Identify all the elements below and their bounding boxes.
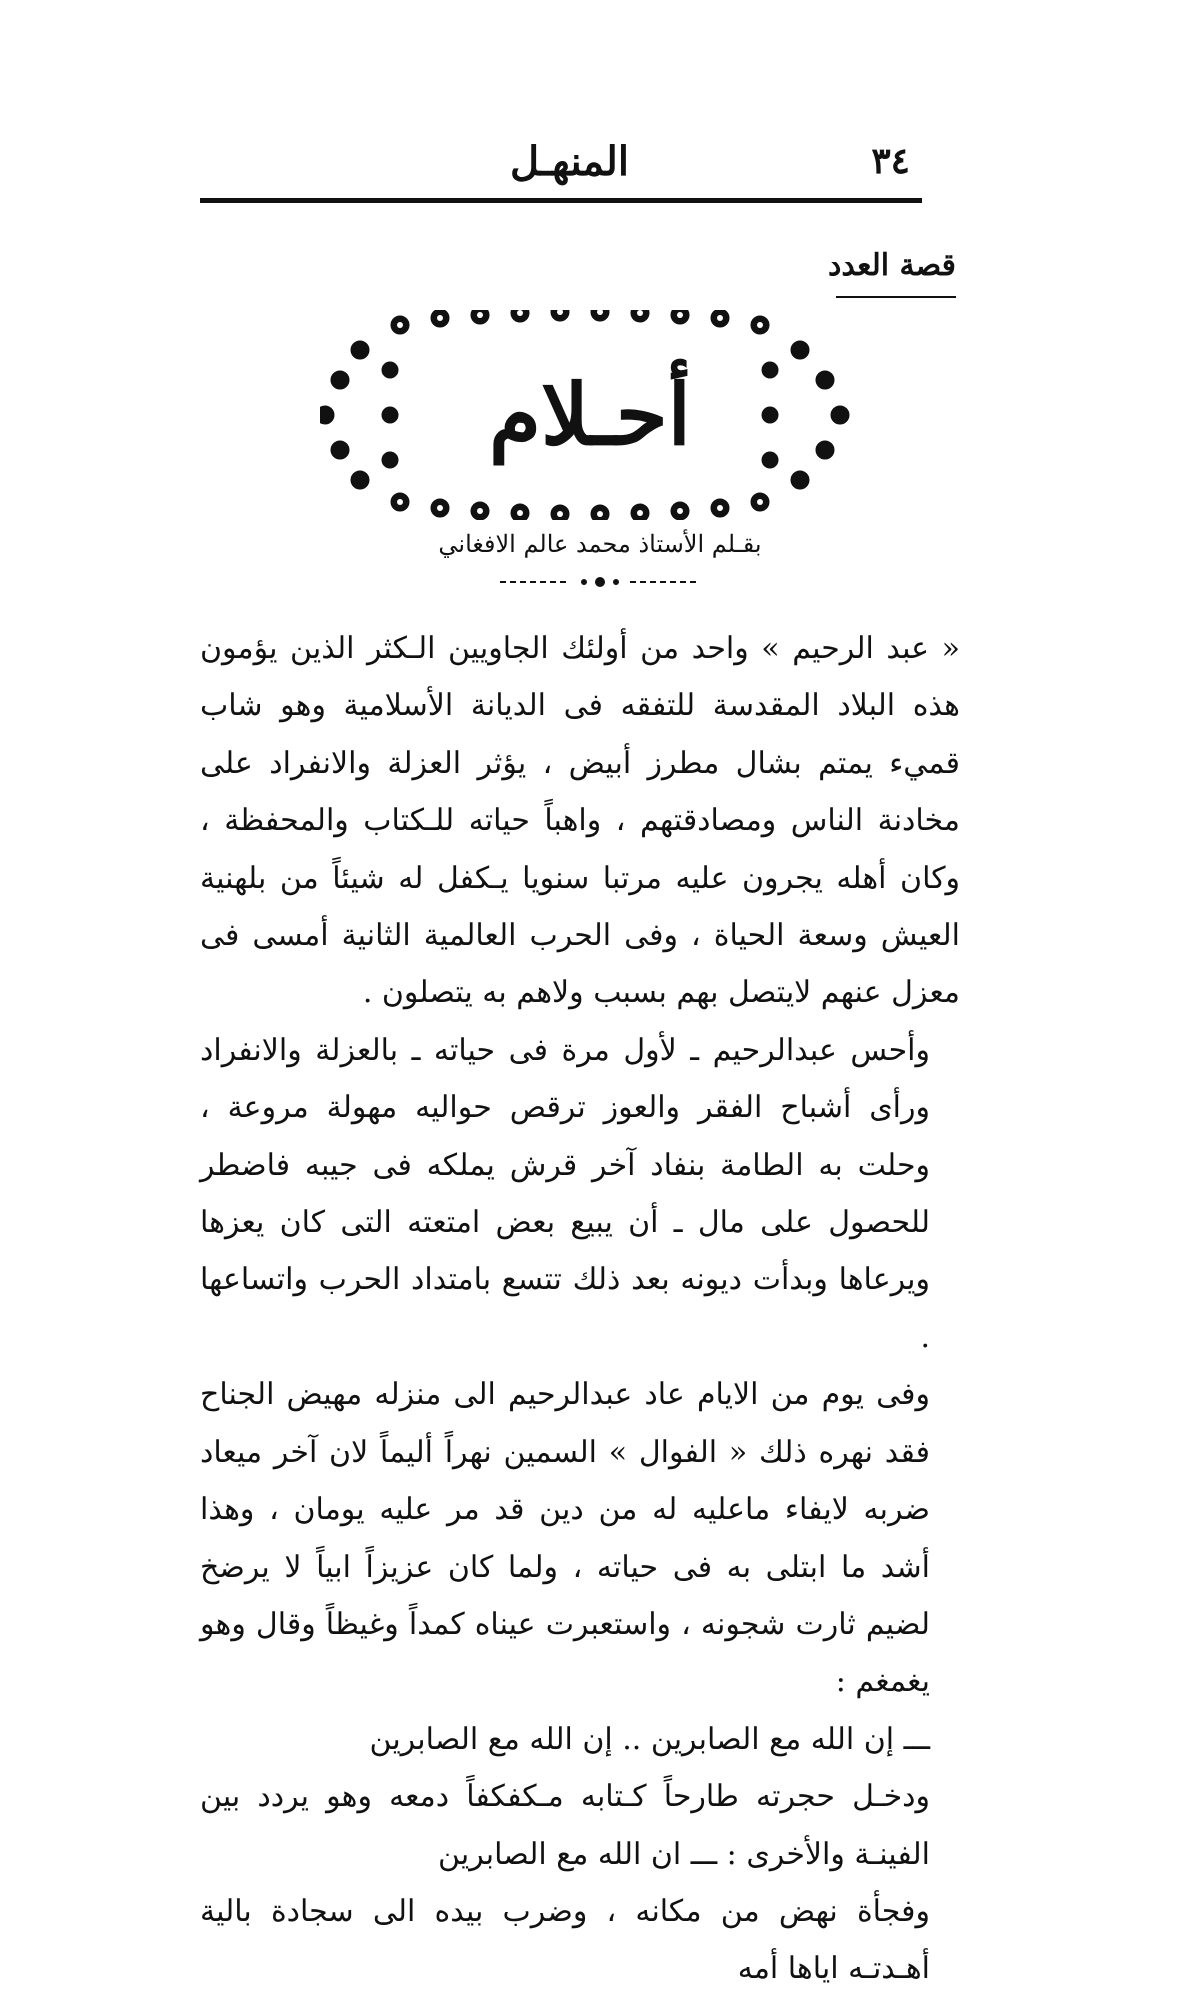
byline: بقـلم الأستاذ محمد عالم الافغاني	[438, 530, 762, 558]
page-number: ٣٤	[871, 140, 910, 182]
paragraph: وأحس عبدالرحيم ـ لأول مرة فى حياته ـ بالعزلة والانفراد ورأى أشباح الفقر والعوز ترقص حواليه مهولة مروعة ، وحلت به الطامة بنفاد آخر قرش يملكه فى جيبه فاضطر للحصول على مال ـ أن يبيع بعض امتعته التى كان يعزها ويرعاها وبدأت ديونه بعد ذلك تتسع بامتداد الحرب واتساعها .	[200, 1032, 930, 1355]
paragraph: ودخـل حجرته طارحاً كـتابه مـكفكفاً دمعه وهو يردد بين الفينـة والأخرى : ـــ ان الله مع الصابرين	[200, 1779, 930, 1872]
journal-name: المنهـل	[510, 138, 629, 185]
paragraph: ـــ إن الله مع الصابرين .. إن الله مع الصابرين	[369, 1721, 930, 1757]
ornamental-divider-icon	[500, 574, 700, 590]
title-ornament	[320, 310, 860, 520]
paragraph: وفجأة نهض من مكانه ، وضرب بيده الى سجادة بالية أهـدتـه اياها أمه	[200, 1893, 930, 1987]
section-label: قصة العدد	[828, 248, 956, 283]
section-underline	[836, 296, 956, 298]
paragraph: وفى يوم من الايام عاد عبدالرحيم الى منزله مهيض الجناح فقد نهره ذلك « الفوال » السمين نهراً أليماً لان آخر ميعاد ضربه لايفاء ماعليه له من دين قد مر عليه يومان ، وهذا أشد ما ابتلى به فى حياته ، ولما كان عزيزاً ابياً لا يرضخ لضيم ثارت شجونه ، واستعبرت عيناه كمداً وغيظاً وقال وهو يغمغم :	[200, 1377, 930, 1700]
story-title: أحـلام	[488, 365, 691, 464]
story-body	[200, 620, 960, 1998]
header-rule	[200, 198, 922, 203]
page-header	[200, 130, 920, 200]
paragraph: « عبد الرحيم » واحد من أولئك الجاويين الـكثر الذين يؤمون هذه البلاد المقدسة للتفقه فى الديانة الأسلامية وهو شاب قميء يمتم بشال مطرز أبيض ، يؤثر العزلة والانفراد على مخادنة الناس ومصادقتهم ، واهباً حياته للـكتاب والمحفظة ، وكان أهله يجرون عليه مرتبا سنويا يـكفل له شيئاً من بلهنية العيش وسعة الحياة ، وفى الحرب العالمية الثانية أمسى فى معزل عنهم لايتصل بهم بسبب ولاهم به يتصلون .	[200, 631, 960, 1011]
